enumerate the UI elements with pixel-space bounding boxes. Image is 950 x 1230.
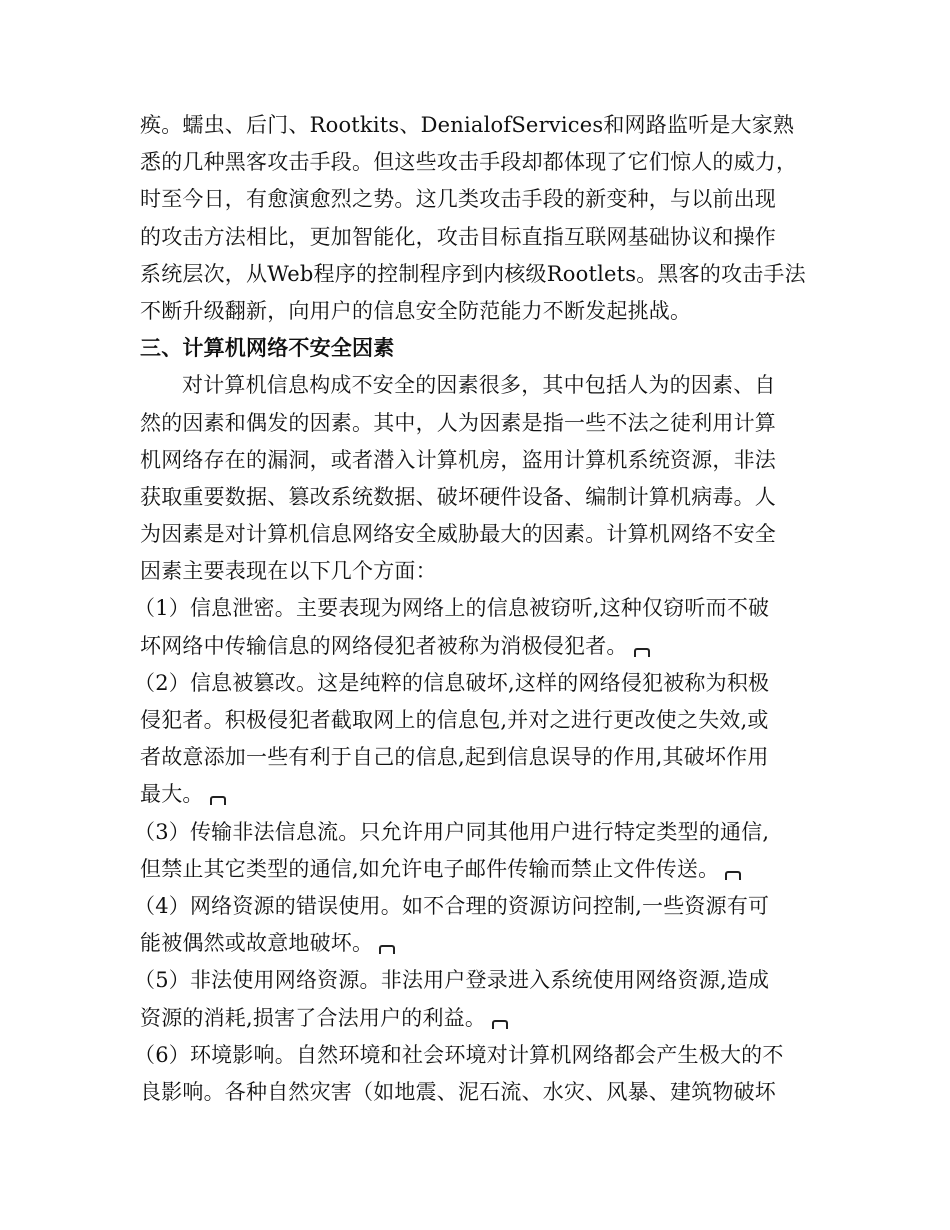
- text-line-last: [140, 776, 810, 813]
- text-line: （6）环境影响。自然环境和社会环境对计算机网络都会产生极大的不: [134, 1042, 784, 1067]
- text-line: （1）信息泄密。主要表现为网络上的信息被窃听,这种仅窃听而不破: [134, 596, 770, 621]
- paragraph-mark-icon: [725, 871, 741, 880]
- text-line-last: [140, 851, 810, 888]
- list-item-1: [134, 590, 810, 664]
- text-segment: 但禁止其它类型的通信,如允许电子邮件传输而禁止文件传送。: [140, 856, 720, 881]
- text-line-last: [140, 925, 810, 962]
- section-heading: 三、计算机网络不安全因素: [140, 336, 395, 361]
- paragraph-mark-icon: [634, 648, 650, 657]
- text-line: 的攻击方法相比，更加智能化，攻击目标直指互联网基础协议和操作: [140, 224, 776, 249]
- paragraph-mark-icon: [379, 945, 395, 954]
- intro-paragraph: [140, 107, 810, 330]
- text-line: 侵犯者。积极侵犯者截取网上的信息包,并对之进行更改使之失效,或: [140, 708, 769, 732]
- list-item-5: [134, 962, 810, 1036]
- text-segment: 能被偶然或故意地破坏。: [140, 931, 374, 956]
- text-line-last: [140, 628, 810, 665]
- list-item-6: [134, 1037, 810, 1111]
- text-line: 痪。蠕虫、后门、Rootkits、DenialofServices和网路监听是大家熟: [140, 113, 795, 137]
- text-line: 悉的几种黑客攻击手段。但这些攻击手段却都体现了它们惊人的威力，: [140, 150, 798, 175]
- list-item-4: [134, 888, 810, 962]
- body-paragraph: [140, 367, 810, 590]
- text-line-last: [140, 1000, 810, 1037]
- text-line: 获取重要数据、篡改系统数据、破坏硬件设备、编制计算机病毒。人: [140, 484, 776, 509]
- text-line: 时至今日，有愈演愈烈之势。这几类攻击手段的新变种，与以前出现: [140, 187, 776, 212]
- text-line: 系统层次，从Web程序的控制程序到内核级Rootlets。黑客的攻击手法: [140, 261, 806, 286]
- text-segment: 资源的消耗,损害了合法用户的利益。: [140, 1005, 487, 1030]
- list-item-2: [134, 665, 810, 814]
- text-line: （2）信息被篡改。这是纯粹的信息破坏,这样的网络侵犯被称为积极: [134, 670, 770, 695]
- text-segment: 坏网络中传输信息的网络侵犯者被称为消极侵犯者。: [140, 633, 628, 658]
- text-line: （4）网络资源的错误使用。如不合理的资源访问控制,一些资源有可: [134, 893, 770, 918]
- document-page: [134, 107, 810, 1111]
- text-line: 然的因素和偶发的因素。其中，人为因素是指一些不法之徒利用计算: [140, 410, 776, 435]
- text-line: （5）非法使用网络资源。非法用户登录进入系统使用网络资源,造成: [134, 968, 770, 993]
- text-line: 机网络存在的漏洞，或者潜入计算机房，盗用计算机系统资源，非法: [140, 447, 776, 472]
- text-line: 不断升级翻新，向用户的信息安全防范能力不断发起挑战。: [140, 298, 692, 323]
- paragraph-mark-icon: [210, 796, 226, 805]
- text-line: 对计算机信息构成不安全的因素很多，其中包括人为的因素、自: [182, 373, 776, 398]
- text-line: 为因素是对计算机信息网络安全威胁最大的因素。计算机网络不安全: [140, 522, 776, 547]
- text-line: 者故意添加一些有利于自己的信息,起到信息误导的作用,其破坏作用: [140, 745, 769, 770]
- text-line: （3）传输非法信息流。只允许用户同其他用户进行特定类型的通信,: [134, 819, 770, 844]
- paragraph-mark-icon: [492, 1020, 508, 1029]
- text-line: 因素主要表现在以下几个方面：: [140, 559, 437, 584]
- text-line: 良影响。各种自然灾害（如地震、泥石流、水灾、风暴、建筑物破坏: [140, 1079, 776, 1104]
- list-item-3: [134, 814, 810, 888]
- text-segment: 最大。: [140, 782, 204, 807]
